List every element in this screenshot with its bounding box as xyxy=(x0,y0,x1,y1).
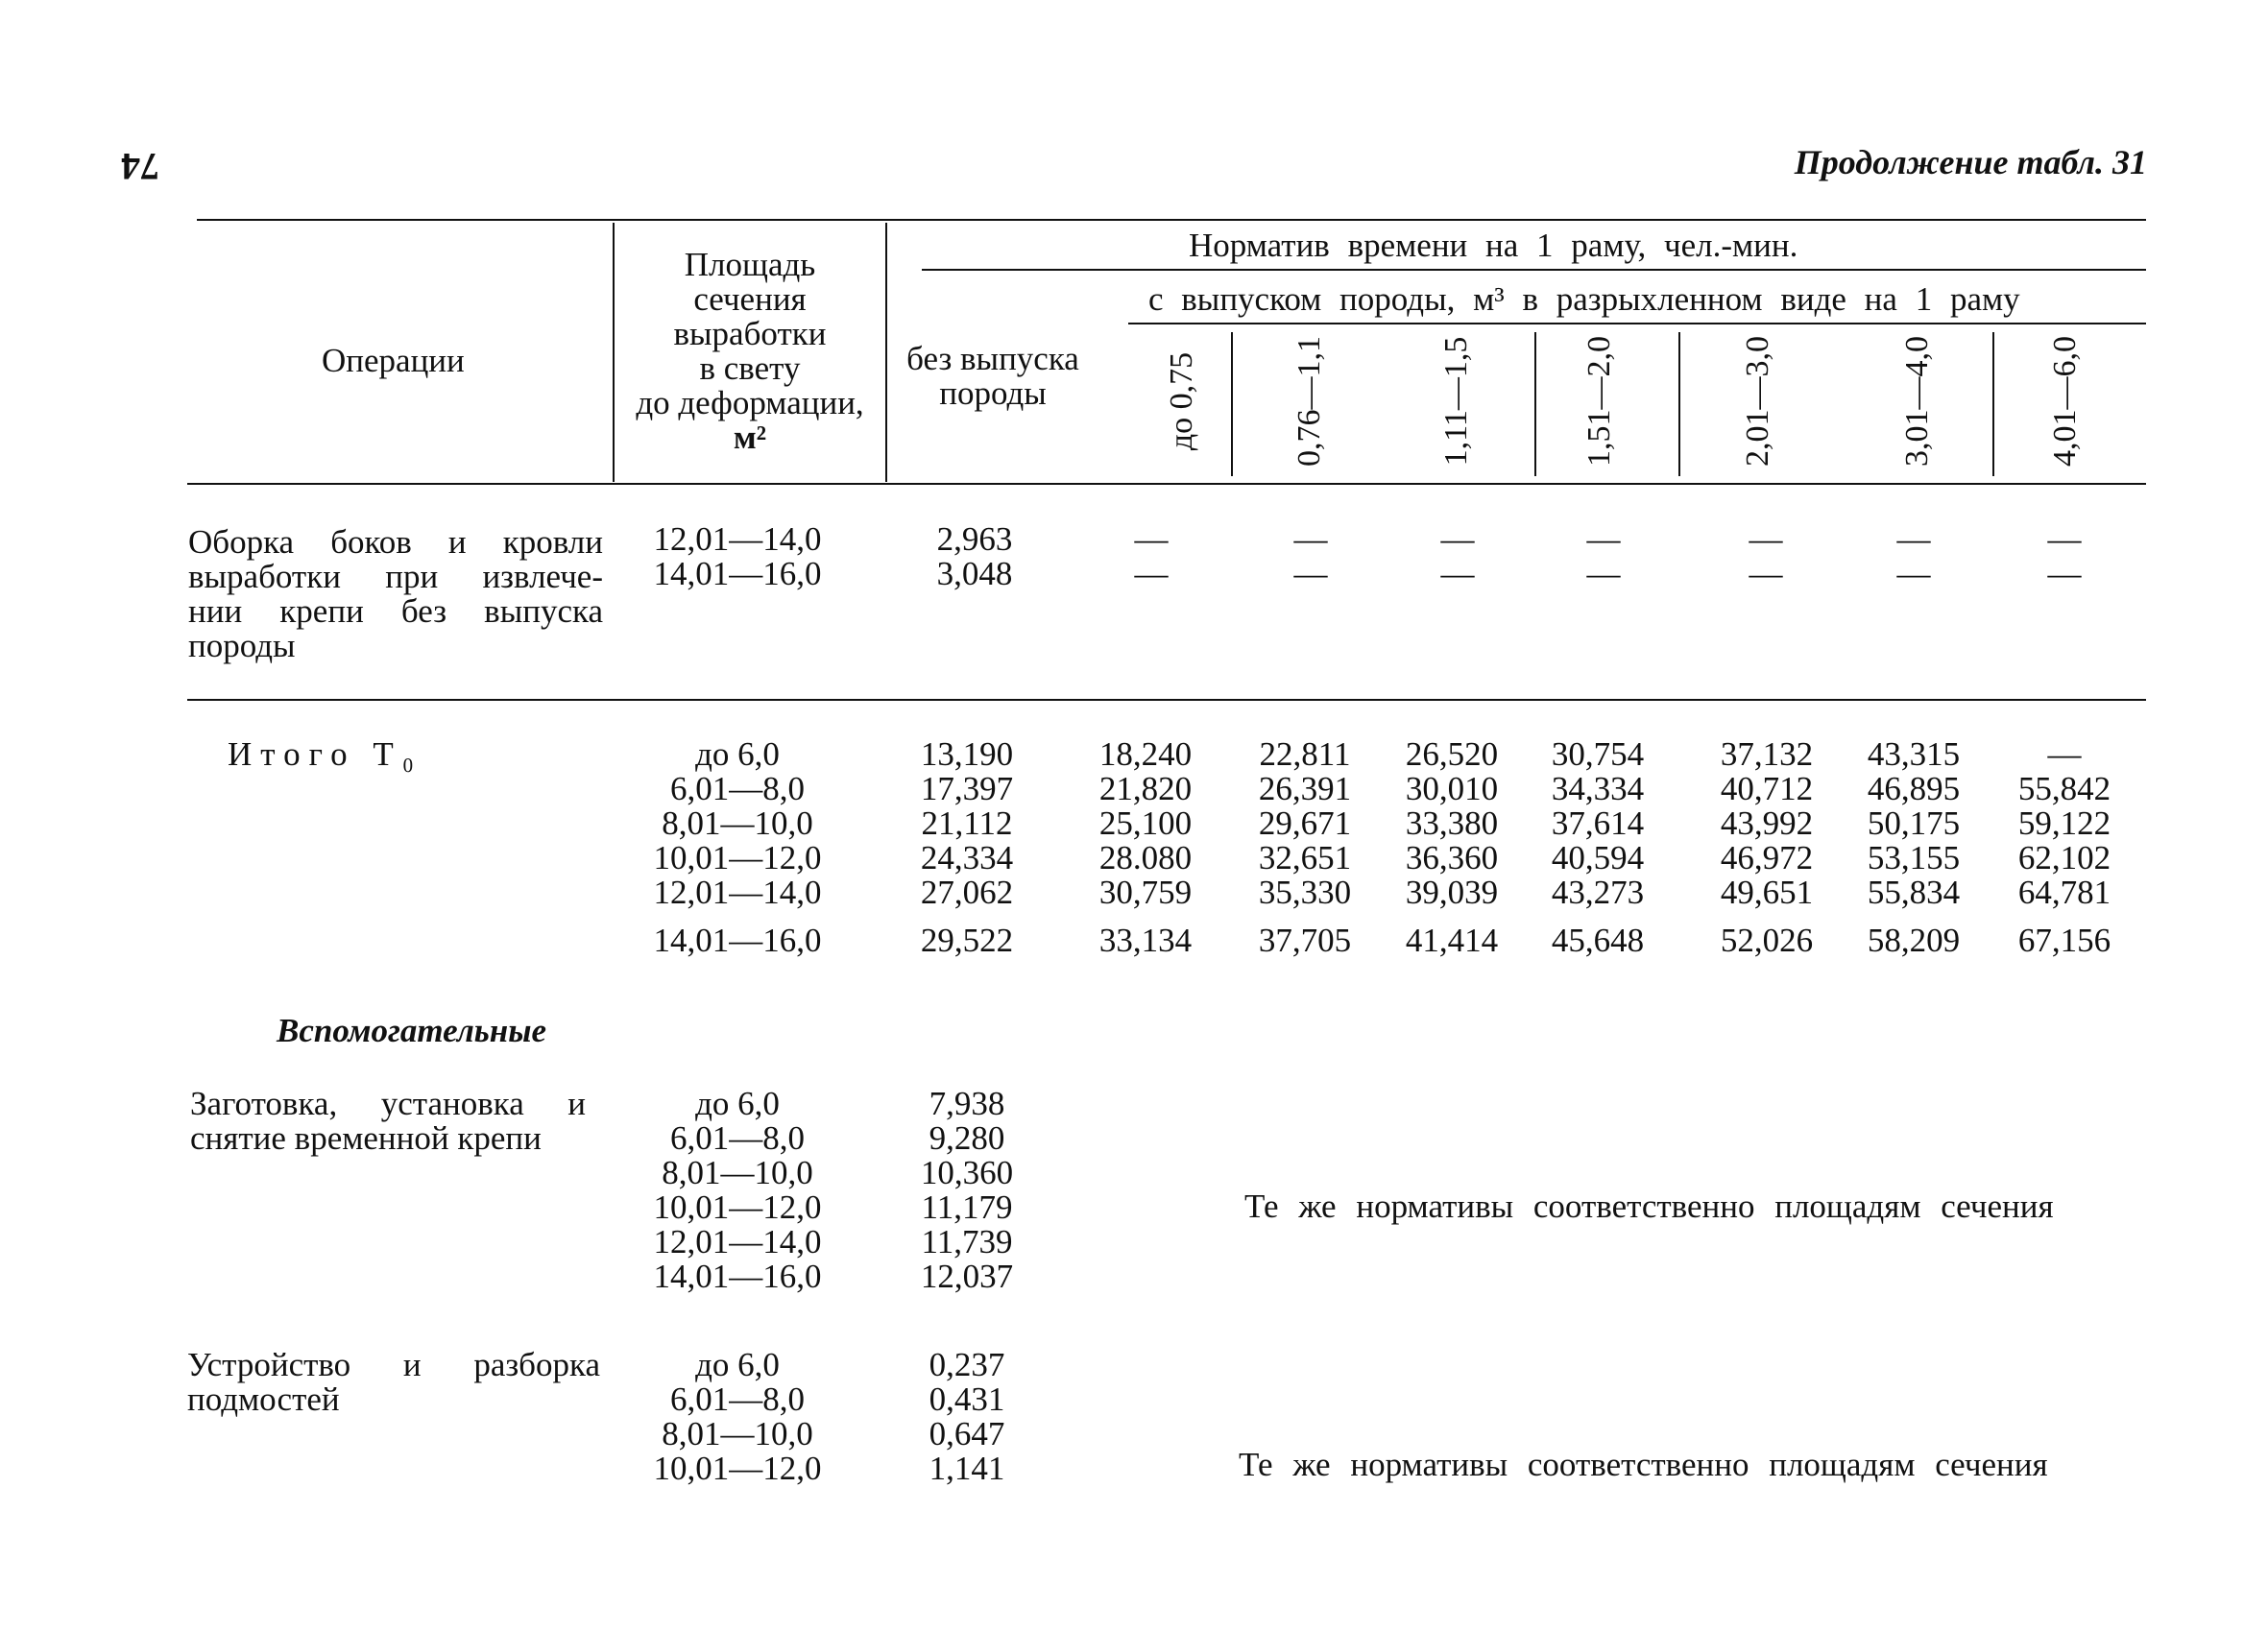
ustroistvo-areas: до 6,0 6,01—8,0 8,01—10,0 10,01—12,0 xyxy=(653,1346,822,1487)
oborka-dashes-col-4: — — xyxy=(1586,520,1621,592)
norm-title-rule xyxy=(922,269,2146,271)
oborka-dashes-col-7: — — xyxy=(2047,520,2082,592)
itogo-col-1: 18,240 21,820 25,100 28.080 30,759 33,134 xyxy=(1098,735,1193,959)
oborka-operation: Оборка боков и кровли выработки при извлече- нии крепи без выпуска породы xyxy=(188,523,603,664)
zagotovka-areas: до 6,0 6,01—8,0 8,01—10,0 10,01—12,0 12,01—14,0 14,01—16,0 xyxy=(653,1085,822,1295)
header-with-release: с выпуском породы, м³ в разрыхленном виде на 1 раму xyxy=(1148,280,2020,318)
ustroistvo-note: Те же нормативы соответственно площадям сечения xyxy=(1239,1446,2048,1483)
section-rule xyxy=(187,699,2146,701)
itogo-col-7: — 55,842 59,122 62,102 64,781 67,156 xyxy=(2017,735,2111,959)
itogo-label: Итого Т₀ xyxy=(228,735,422,773)
zagotovka-operation: Заготовка, установка и снятие временной крепи xyxy=(190,1085,586,1157)
auxiliary-heading: Вспомогательные xyxy=(277,1012,547,1049)
oborka-dashes-col-3: — — xyxy=(1440,520,1475,592)
table-top-rule xyxy=(197,219,2146,221)
ustroistvo-operation: Устройство и разборка подмостей xyxy=(187,1346,600,1418)
col-divider-6 xyxy=(1992,332,1994,476)
header-vol-col-1: до 0,75 xyxy=(1164,351,1199,451)
zagotovka-note: Те же нормативы соответственно площадям сечения xyxy=(1244,1188,2054,1225)
release-rule xyxy=(1128,323,2146,324)
itogo-col-3: 26,520 30,010 33,380 36,360 39,039 41,414 xyxy=(1405,735,1499,959)
oborka-dashes-col-6: — — xyxy=(1896,520,1931,592)
continuation-title: Продолжение табл. 31 xyxy=(1794,143,2147,181)
zagotovka-no-release: 7,938 9,280 10,360 11,179 11,739 12,037 xyxy=(920,1085,1014,1295)
header-vol-col-4: 1,51—2,0 xyxy=(1581,336,1617,467)
header-vol-col-3: 1,11—1,5 xyxy=(1438,336,1474,467)
header-vol-col-6: 3,01—4,0 xyxy=(1899,336,1935,467)
oborka-no-release: 2,963 3,048 xyxy=(936,520,1013,592)
header-no-release: без выпуска породы xyxy=(906,340,1079,412)
itogo-col-5: 37,132 40,712 43,992 46,972 49,651 52,026 xyxy=(1720,735,1814,959)
ustroistvo-no-release: 0,237 0,431 0,647 1,141 xyxy=(929,1346,1005,1487)
oborka-areas: 12,01—14,0 14,01—16,0 xyxy=(653,520,822,592)
oborka-dashes-col-5: — — xyxy=(1749,520,1783,592)
header-operations: Операции xyxy=(322,342,465,379)
header-vol-col-5: 2,01—3,0 xyxy=(1740,336,1775,467)
itogo-col-2: 22,811 26,391 29,671 32,651 35,330 37,705 xyxy=(1258,735,1352,959)
header-norm-title: Норматив времени на 1 раму, чел.-мин. xyxy=(1189,227,1798,264)
page-number: 74 xyxy=(121,145,159,188)
header-area: Площадь сечения выработки в свету до деформации, м² xyxy=(636,246,864,456)
col-divider-5 xyxy=(1678,332,1680,476)
itogo-col-6: 43,315 46,895 50,175 53,155 55,834 58,209 xyxy=(1867,735,1961,959)
header-vol-col-7: 4,01—6,0 xyxy=(2047,336,2083,467)
col-divider-3 xyxy=(1231,332,1233,476)
itogo-areas: до 6,0 6,01—8,0 8,01—10,0 10,01—12,0 12,01—14,0 14,01—16,0 xyxy=(653,735,822,959)
col-divider-2 xyxy=(885,223,887,482)
itogo-no-release: 13,190 17,397 21,112 24,334 27,062 29,522 xyxy=(920,735,1014,959)
col-divider-4 xyxy=(1534,332,1536,476)
header-vol-col-2: 0,76—1,1 xyxy=(1291,336,1327,467)
oborka-dashes-col-1: — — xyxy=(1134,520,1169,592)
oborka-dashes-col-2: — — xyxy=(1293,520,1328,592)
itogo-col-4: 30,754 34,334 37,614 40,594 43,273 45,648 xyxy=(1551,735,1645,959)
